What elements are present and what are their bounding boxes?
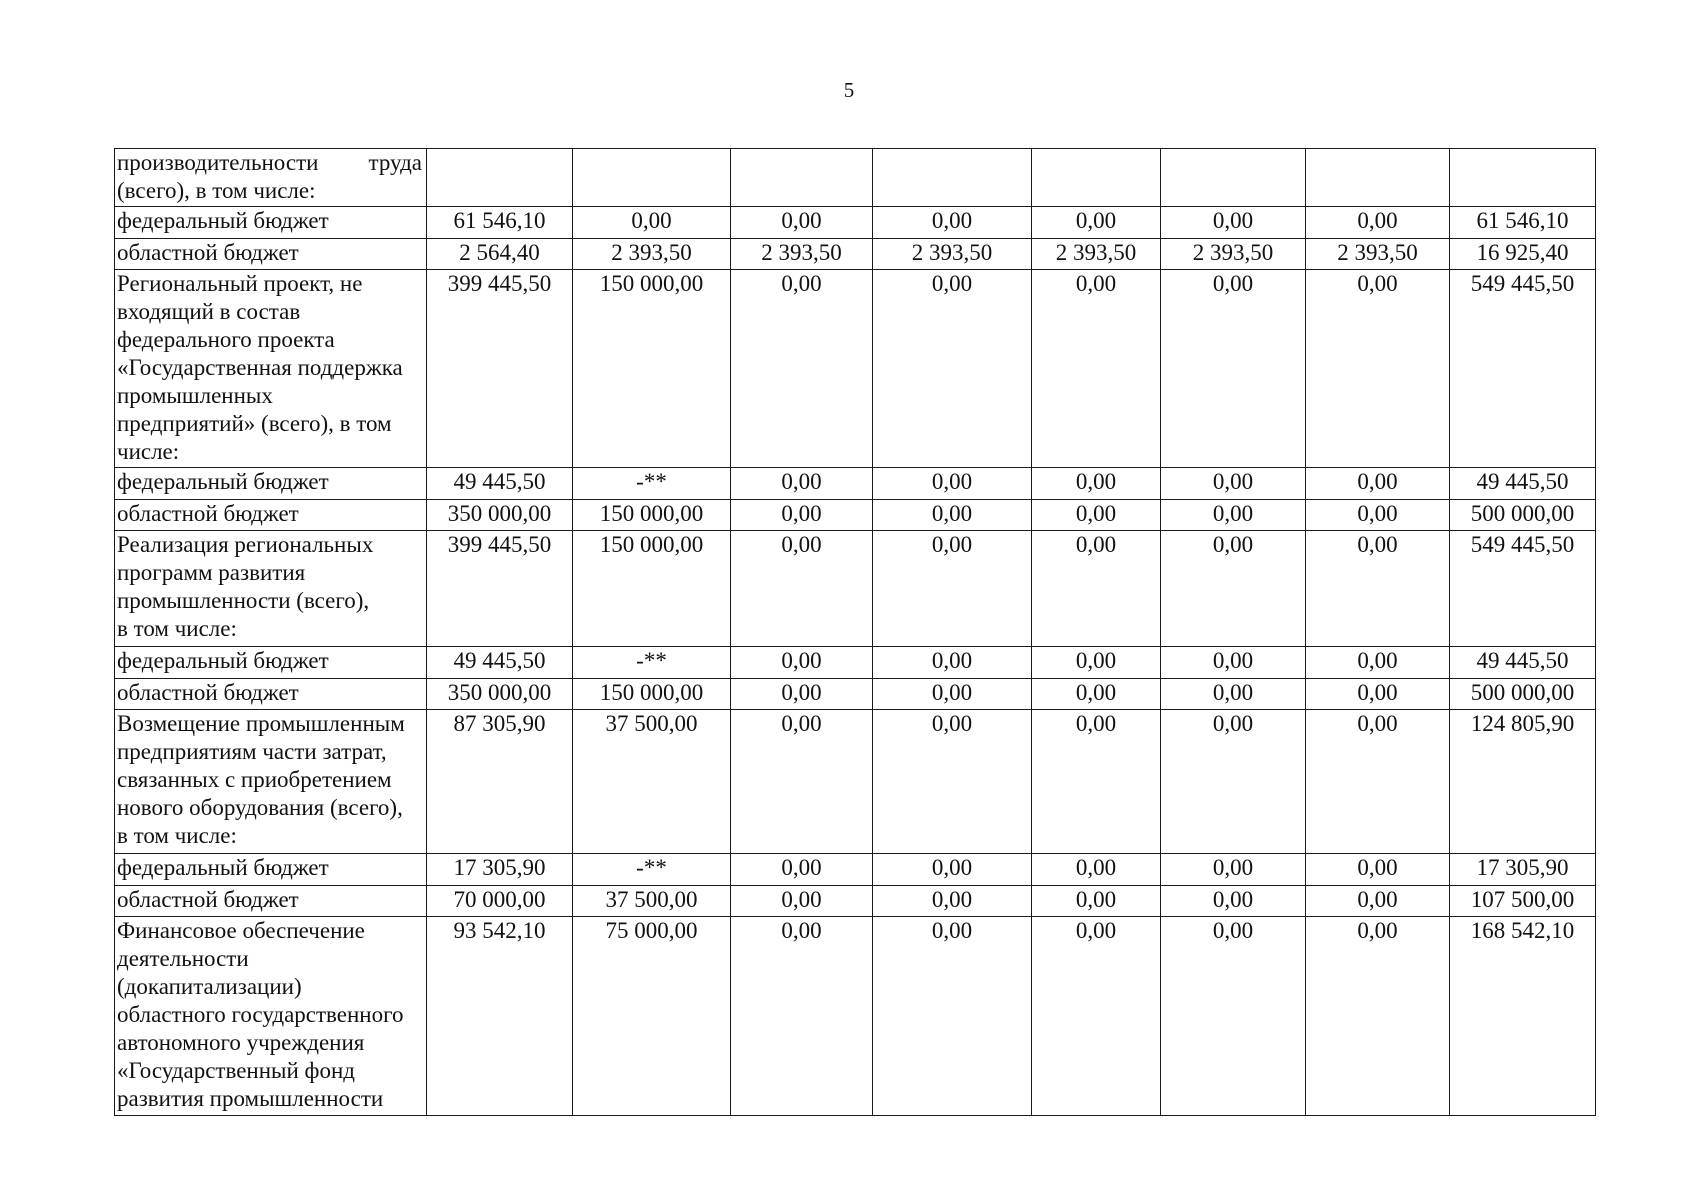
- value-cell: 500 000,00: [1450, 679, 1596, 710]
- value-cell: 0,00: [1032, 917, 1161, 1116]
- table-row: [115, 149, 1596, 207]
- value-cell: 0,00: [1161, 710, 1306, 854]
- value-cell: 0,00: [873, 500, 1032, 531]
- value-cell: [1032, 149, 1161, 207]
- row-label-line: «Государственная поддержка: [117, 355, 403, 380]
- value-cell: 2 393,50: [873, 239, 1032, 270]
- row-label-line: производительности труда: [117, 150, 422, 175]
- row-label-line: в том числе:: [117, 616, 237, 641]
- row-label-line: автономного учреждения: [117, 1030, 365, 1055]
- page-number: 5: [843, 78, 855, 102]
- row-label-line: (докапитализации): [117, 974, 302, 999]
- row-label-line: предприятиям части затрат,: [117, 739, 387, 764]
- value-cell: 17 305,90: [427, 854, 573, 886]
- value-cell: 0,00: [1306, 854, 1450, 886]
- row-label-cell: [115, 270, 427, 468]
- value-cell: 0,00: [1032, 710, 1161, 854]
- value-cell: 0,00: [731, 500, 873, 531]
- row-label: областной бюджет: [117, 240, 299, 265]
- value-cell: 0,00: [1032, 531, 1161, 647]
- row-label-cell: [115, 854, 427, 886]
- value-cell: 16 925,40: [1450, 239, 1596, 270]
- value-cell: 49 445,50: [427, 647, 573, 679]
- value-cell: 75 000,00: [573, 917, 731, 1116]
- value-cell: 0,00: [873, 917, 1032, 1116]
- value-cell: [873, 149, 1032, 207]
- value-cell: 0,00: [1032, 468, 1161, 500]
- row-label: федеральный бюджет: [117, 648, 329, 673]
- value-cell: 0,00: [873, 270, 1032, 468]
- value-cell: 0,00: [1306, 500, 1450, 531]
- value-cell: 49 445,50: [427, 468, 573, 500]
- value-cell: 150 000,00: [573, 500, 731, 531]
- row-label-cell: [115, 917, 427, 1116]
- row-label-line: областного государственного: [117, 1002, 404, 1027]
- value-cell: 0,00: [1161, 886, 1306, 917]
- row-label-line: Региональный проект, не: [117, 271, 363, 296]
- value-cell: [1161, 149, 1306, 207]
- value-cell: 0,00: [873, 207, 1032, 239]
- row-label-line: промышленности (всего),: [117, 588, 370, 613]
- row-label: федеральный бюджет: [117, 855, 329, 880]
- value-cell: 0,00: [1161, 679, 1306, 710]
- table-row: [115, 710, 1596, 854]
- value-cell: 150 000,00: [573, 270, 731, 468]
- row-label-line: числе:: [117, 439, 180, 464]
- value-cell: 0,00: [731, 679, 873, 710]
- value-cell: 61 546,10: [427, 207, 573, 239]
- value-cell: 0,00: [1306, 710, 1450, 854]
- row-label-cell: [115, 207, 427, 239]
- value-cell: [1306, 149, 1450, 207]
- value-cell: 2 393,50: [731, 239, 873, 270]
- table-row: [115, 239, 1596, 270]
- table-row: [115, 917, 1596, 1116]
- row-label-line: связанных с приобретением: [117, 767, 392, 792]
- table-row: [115, 679, 1596, 710]
- row-label-cell: [115, 647, 427, 679]
- value-cell: 0,00: [1306, 207, 1450, 239]
- value-cell: 0,00: [1306, 270, 1450, 468]
- value-cell: -**: [573, 647, 731, 679]
- value-cell: 0,00: [1161, 531, 1306, 647]
- row-label-cell: [115, 239, 427, 270]
- value-cell: 0,00: [1032, 679, 1161, 710]
- row-label-cell: [115, 531, 427, 647]
- value-cell: 0,00: [1161, 500, 1306, 531]
- value-cell: 549 445,50: [1450, 270, 1596, 468]
- value-cell: [573, 149, 731, 207]
- row-label-line: Возмещение промышленным: [117, 711, 405, 736]
- value-cell: 350 000,00: [427, 679, 573, 710]
- value-cell: 0,00: [573, 207, 731, 239]
- value-cell: 0,00: [873, 886, 1032, 917]
- value-cell: 2 393,50: [573, 239, 731, 270]
- value-cell: 549 445,50: [1450, 531, 1596, 647]
- value-cell: 0,00: [1032, 886, 1161, 917]
- value-cell: 0,00: [1032, 647, 1161, 679]
- row-label-line: федерального проекта: [117, 327, 335, 352]
- value-cell: 0,00: [1032, 207, 1161, 239]
- value-cell: 168 542,10: [1450, 917, 1596, 1116]
- row-label-line: «Государственный фонд: [117, 1058, 355, 1083]
- value-cell: 0,00: [731, 468, 873, 500]
- value-cell: 0,00: [1161, 270, 1306, 468]
- row-label-line: Реализация региональных: [117, 532, 374, 557]
- table-row: [115, 207, 1596, 239]
- value-cell: 0,00: [1306, 917, 1450, 1116]
- value-cell: 0,00: [873, 647, 1032, 679]
- value-cell: 87 305,90: [427, 710, 573, 854]
- value-cell: 49 445,50: [1450, 468, 1596, 500]
- row-label-cell: [115, 679, 427, 710]
- value-cell: 0,00: [1032, 270, 1161, 468]
- value-cell: 0,00: [1306, 468, 1450, 500]
- value-cell: -**: [573, 468, 731, 500]
- budget-table: [114, 148, 1596, 1116]
- table-row: [115, 854, 1596, 886]
- row-label-line: деятельности: [117, 946, 249, 971]
- table-row: [115, 647, 1596, 679]
- value-cell: 350 000,00: [427, 500, 573, 531]
- value-cell: 0,00: [731, 854, 873, 886]
- row-label-line: (всего), в том числе:: [117, 178, 316, 203]
- value-cell: 0,00: [1306, 679, 1450, 710]
- row-label-line: входящий в состав: [117, 299, 301, 324]
- value-cell: 0,00: [1306, 647, 1450, 679]
- value-cell: 61 546,10: [1450, 207, 1596, 239]
- value-cell: 2 564,40: [427, 239, 573, 270]
- row-label-line: программ развития: [117, 560, 306, 585]
- value-cell: 0,00: [731, 207, 873, 239]
- value-cell: 37 500,00: [573, 886, 731, 917]
- row-label: областной бюджет: [117, 680, 299, 705]
- value-cell: 0,00: [731, 886, 873, 917]
- value-cell: 0,00: [1161, 854, 1306, 886]
- row-label: областной бюджет: [117, 887, 299, 912]
- table-row: [115, 886, 1596, 917]
- row-label-cell: [115, 468, 427, 500]
- table-row: [115, 531, 1596, 647]
- value-cell: 0,00: [1032, 854, 1161, 886]
- value-cell: 0,00: [731, 647, 873, 679]
- value-cell: 37 500,00: [573, 710, 731, 854]
- row-label-line: в том числе:: [117, 823, 237, 848]
- value-cell: 2 393,50: [1306, 239, 1450, 270]
- value-cell: 0,00: [873, 531, 1032, 647]
- value-cell: 0,00: [731, 531, 873, 647]
- value-cell: [427, 149, 573, 207]
- value-cell: -**: [573, 854, 731, 886]
- table-row: [115, 270, 1596, 468]
- table-row: [115, 500, 1596, 531]
- row-label-line: промышленных: [117, 383, 273, 408]
- value-cell: 2 393,50: [1161, 239, 1306, 270]
- value-cell: [731, 149, 873, 207]
- value-cell: 0,00: [1161, 917, 1306, 1116]
- row-label-cell: [115, 710, 427, 854]
- value-cell: 150 000,00: [573, 531, 731, 647]
- value-cell: 0,00: [1306, 531, 1450, 647]
- row-label-line: развития промышленности: [117, 1086, 384, 1111]
- value-cell: 150 000,00: [573, 679, 731, 710]
- value-cell: 0,00: [1032, 500, 1161, 531]
- value-cell: 124 805,90: [1450, 710, 1596, 854]
- value-cell: 0,00: [873, 854, 1032, 886]
- row-label-line: Финансовое обеспечение: [117, 918, 365, 943]
- value-cell: 0,00: [1161, 647, 1306, 679]
- value-cell: 0,00: [1161, 207, 1306, 239]
- value-cell: 0,00: [873, 679, 1032, 710]
- row-label: областной бюджет: [117, 501, 299, 526]
- value-cell: 399 445,50: [427, 531, 573, 647]
- row-label-line: нового оборудования (всего),: [117, 795, 403, 820]
- row-label-cell: [115, 886, 427, 917]
- value-cell: 0,00: [873, 710, 1032, 854]
- value-cell: 399 445,50: [427, 270, 573, 468]
- value-cell: 70 000,00: [427, 886, 573, 917]
- value-cell: 93 542,10: [427, 917, 573, 1116]
- value-cell: 49 445,50: [1450, 647, 1596, 679]
- value-cell: 0,00: [873, 468, 1032, 500]
- row-label: федеральный бюджет: [117, 208, 329, 233]
- value-cell: 17 305,90: [1450, 854, 1596, 886]
- value-cell: 0,00: [731, 710, 873, 854]
- value-cell: 0,00: [731, 270, 873, 468]
- row-label-cell: [115, 149, 427, 207]
- value-cell: 0,00: [731, 917, 873, 1116]
- row-label: федеральный бюджет: [117, 469, 329, 494]
- value-cell: 0,00: [1161, 468, 1306, 500]
- value-cell: 2 393,50: [1032, 239, 1161, 270]
- table-body: [115, 149, 1596, 1116]
- row-label-cell: [115, 500, 427, 531]
- value-cell: 500 000,00: [1450, 500, 1596, 531]
- row-label-line: предприятий» (всего), в том: [117, 411, 392, 436]
- table-row: [115, 468, 1596, 500]
- value-cell: [1450, 149, 1596, 207]
- value-cell: 107 500,00: [1450, 886, 1596, 917]
- value-cell: 0,00: [1306, 886, 1450, 917]
